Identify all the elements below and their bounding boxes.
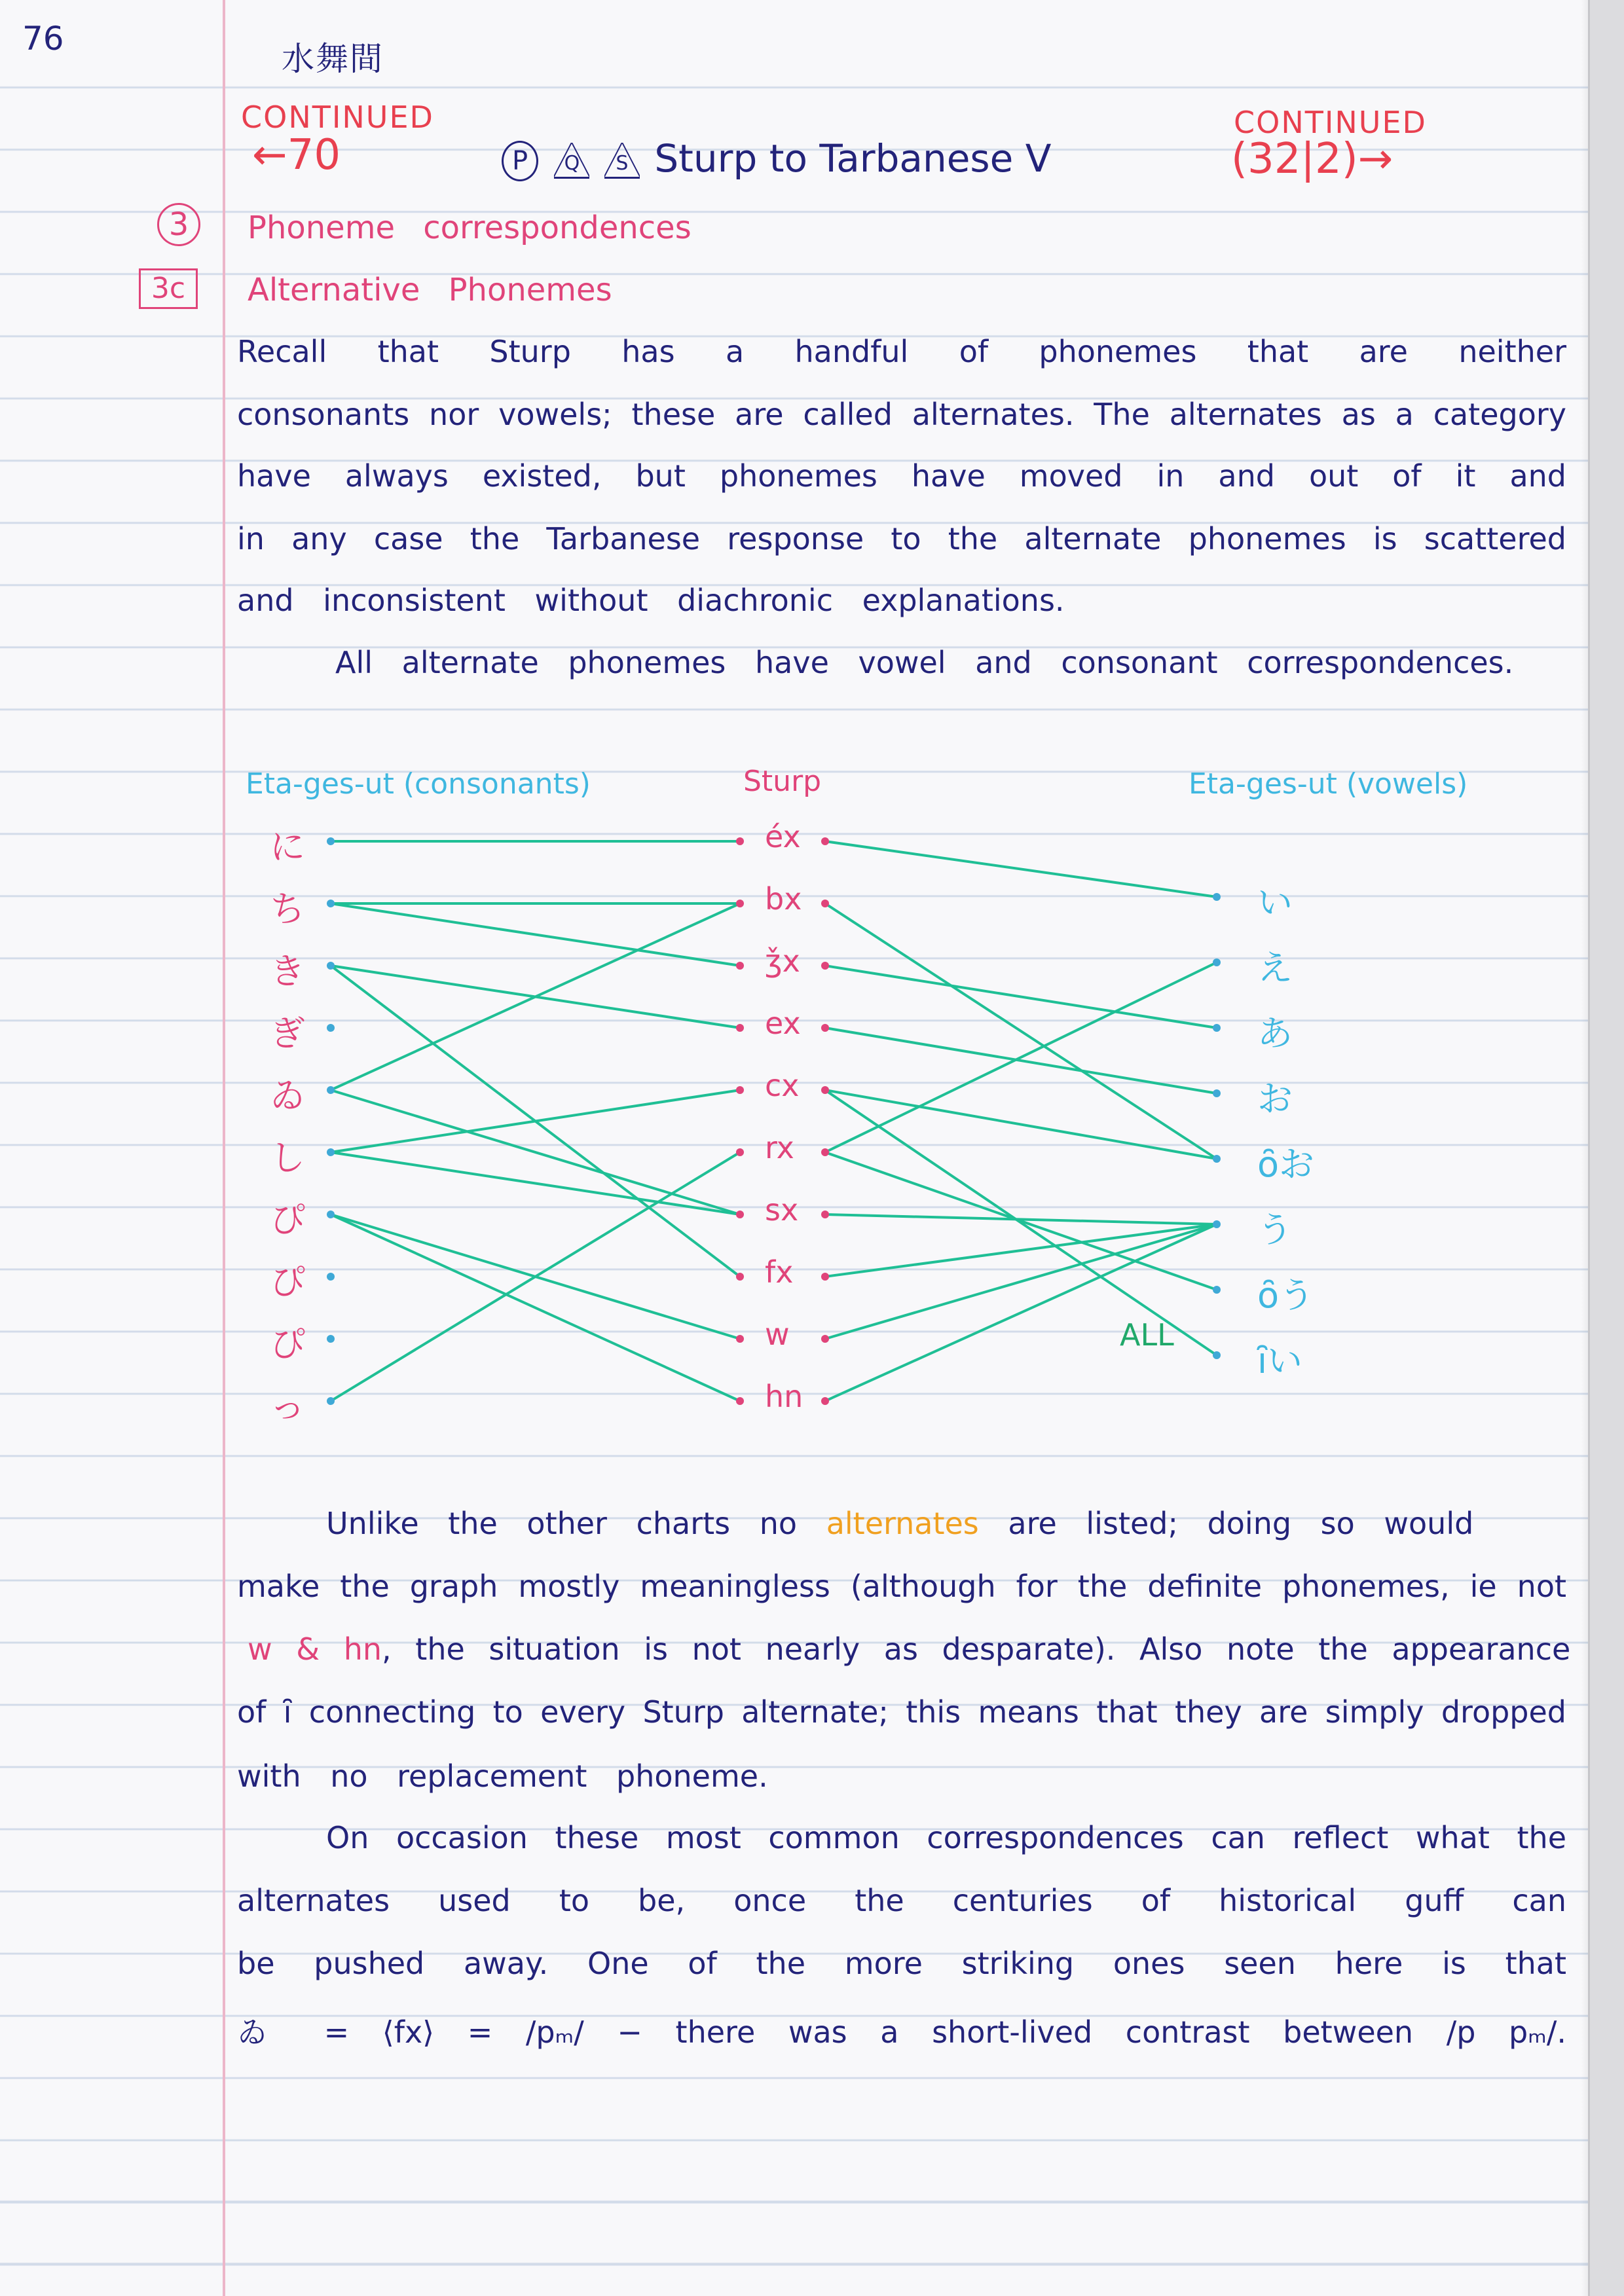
sturp-right-dot-2 <box>821 962 829 970</box>
after-line-2: make the graph mostly meaningless (although for the definite phonemes, ie not <box>237 1569 1566 1604</box>
consonant-dot-1 <box>327 900 335 907</box>
sturp-right-dot-0 <box>821 837 829 845</box>
consonant-link-8 <box>331 1152 740 1214</box>
after-line-5: with no replacement phoneme. <box>237 1758 768 1794</box>
consonant-link-2 <box>331 903 740 966</box>
vowel-label-2: あ <box>1257 1013 1293 1054</box>
after-line-1-post: are listed; doing so would <box>1008 1506 1474 1541</box>
consonant-link-11 <box>331 1152 740 1401</box>
continued-right-label: CONTINUED <box>1234 105 1427 140</box>
intro-line-6: All alternate phonemes have vowel and consonant correspondences. <box>335 645 1514 680</box>
sturp-right-dot-7 <box>821 1273 829 1281</box>
consonant-label-6: ぴ <box>270 1199 305 1241</box>
consonant-link-9 <box>331 1214 740 1401</box>
vowel-dot-1 <box>1213 958 1221 966</box>
vowel-label-6: ȏう <box>1257 1275 1315 1316</box>
consonant-dot-6 <box>327 1211 335 1218</box>
section-number: 3 <box>157 203 200 246</box>
vowel-dot-4 <box>1213 1155 1221 1163</box>
sturp-label-9: hn <box>765 1379 803 1414</box>
consonant-dot-4 <box>327 1086 335 1094</box>
vowel-label-1: え <box>1257 947 1293 989</box>
consonant-dot-5 <box>327 1148 335 1156</box>
consonant-label-7: ぴ <box>270 1262 305 1303</box>
sturp-left-dot-0 <box>736 837 744 845</box>
sturp-label-7: fx <box>765 1254 794 1290</box>
q-symbol: Q <box>554 143 589 179</box>
continued-left-ref: ←70 <box>252 131 341 179</box>
consonant-link-5 <box>331 1090 740 1214</box>
page-number: 76 <box>22 20 64 58</box>
intro-line-1: Recall that Sturp has a handful of phonemes that are neither <box>237 334 1566 369</box>
sturp-label-8: w <box>765 1317 790 1352</box>
vowel-dot-2 <box>1213 1024 1221 1032</box>
consonant-label-1: ち <box>270 888 305 930</box>
continued-right-ref: (32|2)→ <box>1231 135 1393 183</box>
sturp-left-dot-7 <box>736 1273 744 1281</box>
sturp-right-dot-5 <box>821 1148 829 1156</box>
consonant-link-6 <box>331 903 740 1090</box>
sturp-label-2: ǯx <box>765 943 800 979</box>
sturp-left-dot-4 <box>736 1086 744 1094</box>
sturp-label-6: sx <box>765 1192 799 1228</box>
consonant-label-4: ゐ <box>270 1075 305 1116</box>
after-line-1-pre: Unlike the other charts no <box>326 1506 798 1541</box>
sturp-right-dot-6 <box>821 1211 829 1218</box>
intro-line-4: in any case the Tarbanese response to the alternate phonemes is scattered <box>237 521 1566 556</box>
continued-left-label: CONTINUED <box>241 100 434 135</box>
consonant-dot-8 <box>327 1335 335 1343</box>
sturp-left-dot-6 <box>736 1211 744 1218</box>
consonant-link-7 <box>331 1090 740 1152</box>
sturp-left-dot-3 <box>736 1024 744 1032</box>
vowel-link-2 <box>825 1028 1217 1093</box>
vowel-dot-5 <box>1213 1220 1221 1228</box>
vowel-link-1 <box>825 966 1217 1028</box>
consonant-label-8: ぴ <box>270 1324 305 1365</box>
sturp-left-dot-9 <box>736 1397 744 1405</box>
sturp-left-dot-1 <box>736 900 744 907</box>
consonant-label-9: っ <box>270 1386 305 1427</box>
consonants-header: Eta-ges-ut (consonants) <box>246 767 591 801</box>
sturp-right-dot-8 <box>821 1335 829 1343</box>
sturp-left-dot-2 <box>736 962 744 970</box>
consonant-dot-2 <box>327 962 335 970</box>
vowel-label-3: お <box>1257 1078 1293 1120</box>
after-line-1 <box>326 1506 1473 1541</box>
consonant-label-2: き <box>270 951 305 992</box>
vowel-label-5: う <box>1257 1209 1293 1250</box>
vowel-dot-0 <box>1213 893 1221 901</box>
w-hn-label: w & hn <box>248 1631 382 1667</box>
sturp-label-0: éx <box>765 819 801 854</box>
subsection-heading: Alternative Phonemes <box>248 272 612 308</box>
after-line-3-post: , the situation is not nearly as desparate). Also note the appearance <box>382 1631 1571 1667</box>
final-line-2: alternates used to be, once the centuries of historical guff can <box>237 1883 1566 1918</box>
intro-line-5: and inconsistent without diachronic explanations. <box>237 583 1065 618</box>
vowel-label-0: い <box>1257 882 1293 923</box>
sturp-left-dot-5 <box>736 1148 744 1156</box>
consonant-dot-7 <box>327 1273 335 1281</box>
intro-line-2: consonants nor vowels; these are called alternates. The alternates as a category <box>237 397 1566 432</box>
final-line-4: ゐ = ⟨fx⟩ = /pₘ/ − there was a short-lived contrast between /p pₘ/. <box>237 2014 1566 2050</box>
intro-line-3: have always existed, but phonemes have moved in and out of it and <box>237 458 1566 494</box>
vowel-label-4: ȏお <box>1257 1144 1315 1185</box>
vowel-label-7: ȋい <box>1257 1340 1303 1381</box>
p-symbol: P <box>502 141 538 181</box>
after-line-4: of ȋ connecting to every Sturp alternate; this means that they are simply dropped <box>237 1694 1566 1730</box>
sturp-label-1: bx <box>765 881 802 917</box>
vowel-link-3 <box>825 903 1217 1159</box>
kanji-header: 水舞間 <box>282 40 384 78</box>
sturp-right-dot-4 <box>821 1086 829 1094</box>
subsection-number: 3c <box>139 268 198 309</box>
consonant-dot-9 <box>327 1397 335 1405</box>
sturp-label-4: cx <box>765 1068 800 1103</box>
s-symbol: S <box>604 143 640 179</box>
section-heading: Phoneme correspondences <box>248 210 692 246</box>
consonant-dot-3 <box>327 1024 335 1032</box>
sturp-left-dot-8 <box>736 1335 744 1343</box>
vowel-dot-7 <box>1213 1351 1221 1359</box>
vowel-dot-6 <box>1213 1286 1221 1294</box>
all-label: ALL <box>1120 1317 1174 1353</box>
vowels-header: Eta-ges-ut (vowels) <box>1189 767 1468 801</box>
after-line-3 <box>248 1631 1570 1667</box>
sturp-header: Sturp <box>743 765 822 798</box>
sturp-label-5: rx <box>765 1130 794 1165</box>
title-text: Sturp to Tarbanese Ⅴ <box>654 136 1052 181</box>
sturp-right-dot-3 <box>821 1024 829 1032</box>
alternates-highlight: alternates <box>826 1506 979 1541</box>
consonant-label-0: に <box>270 826 305 867</box>
consonant-label-3: ぎ <box>270 1013 305 1054</box>
consonant-dot-0 <box>327 837 335 845</box>
vowel-dot-3 <box>1213 1089 1221 1097</box>
consonant-label-5: し <box>270 1137 305 1178</box>
sturp-right-dot-9 <box>821 1397 829 1405</box>
vowel-link-0 <box>825 841 1217 897</box>
final-line-3: be pushed away. One of the more striking ones seen here is that <box>237 1946 1566 1981</box>
sturp-right-dot-1 <box>821 900 829 907</box>
final-line-1: On occasion these most common correspondences can reflect what the <box>326 1820 1566 1855</box>
sturp-label-3: ex <box>765 1006 801 1041</box>
